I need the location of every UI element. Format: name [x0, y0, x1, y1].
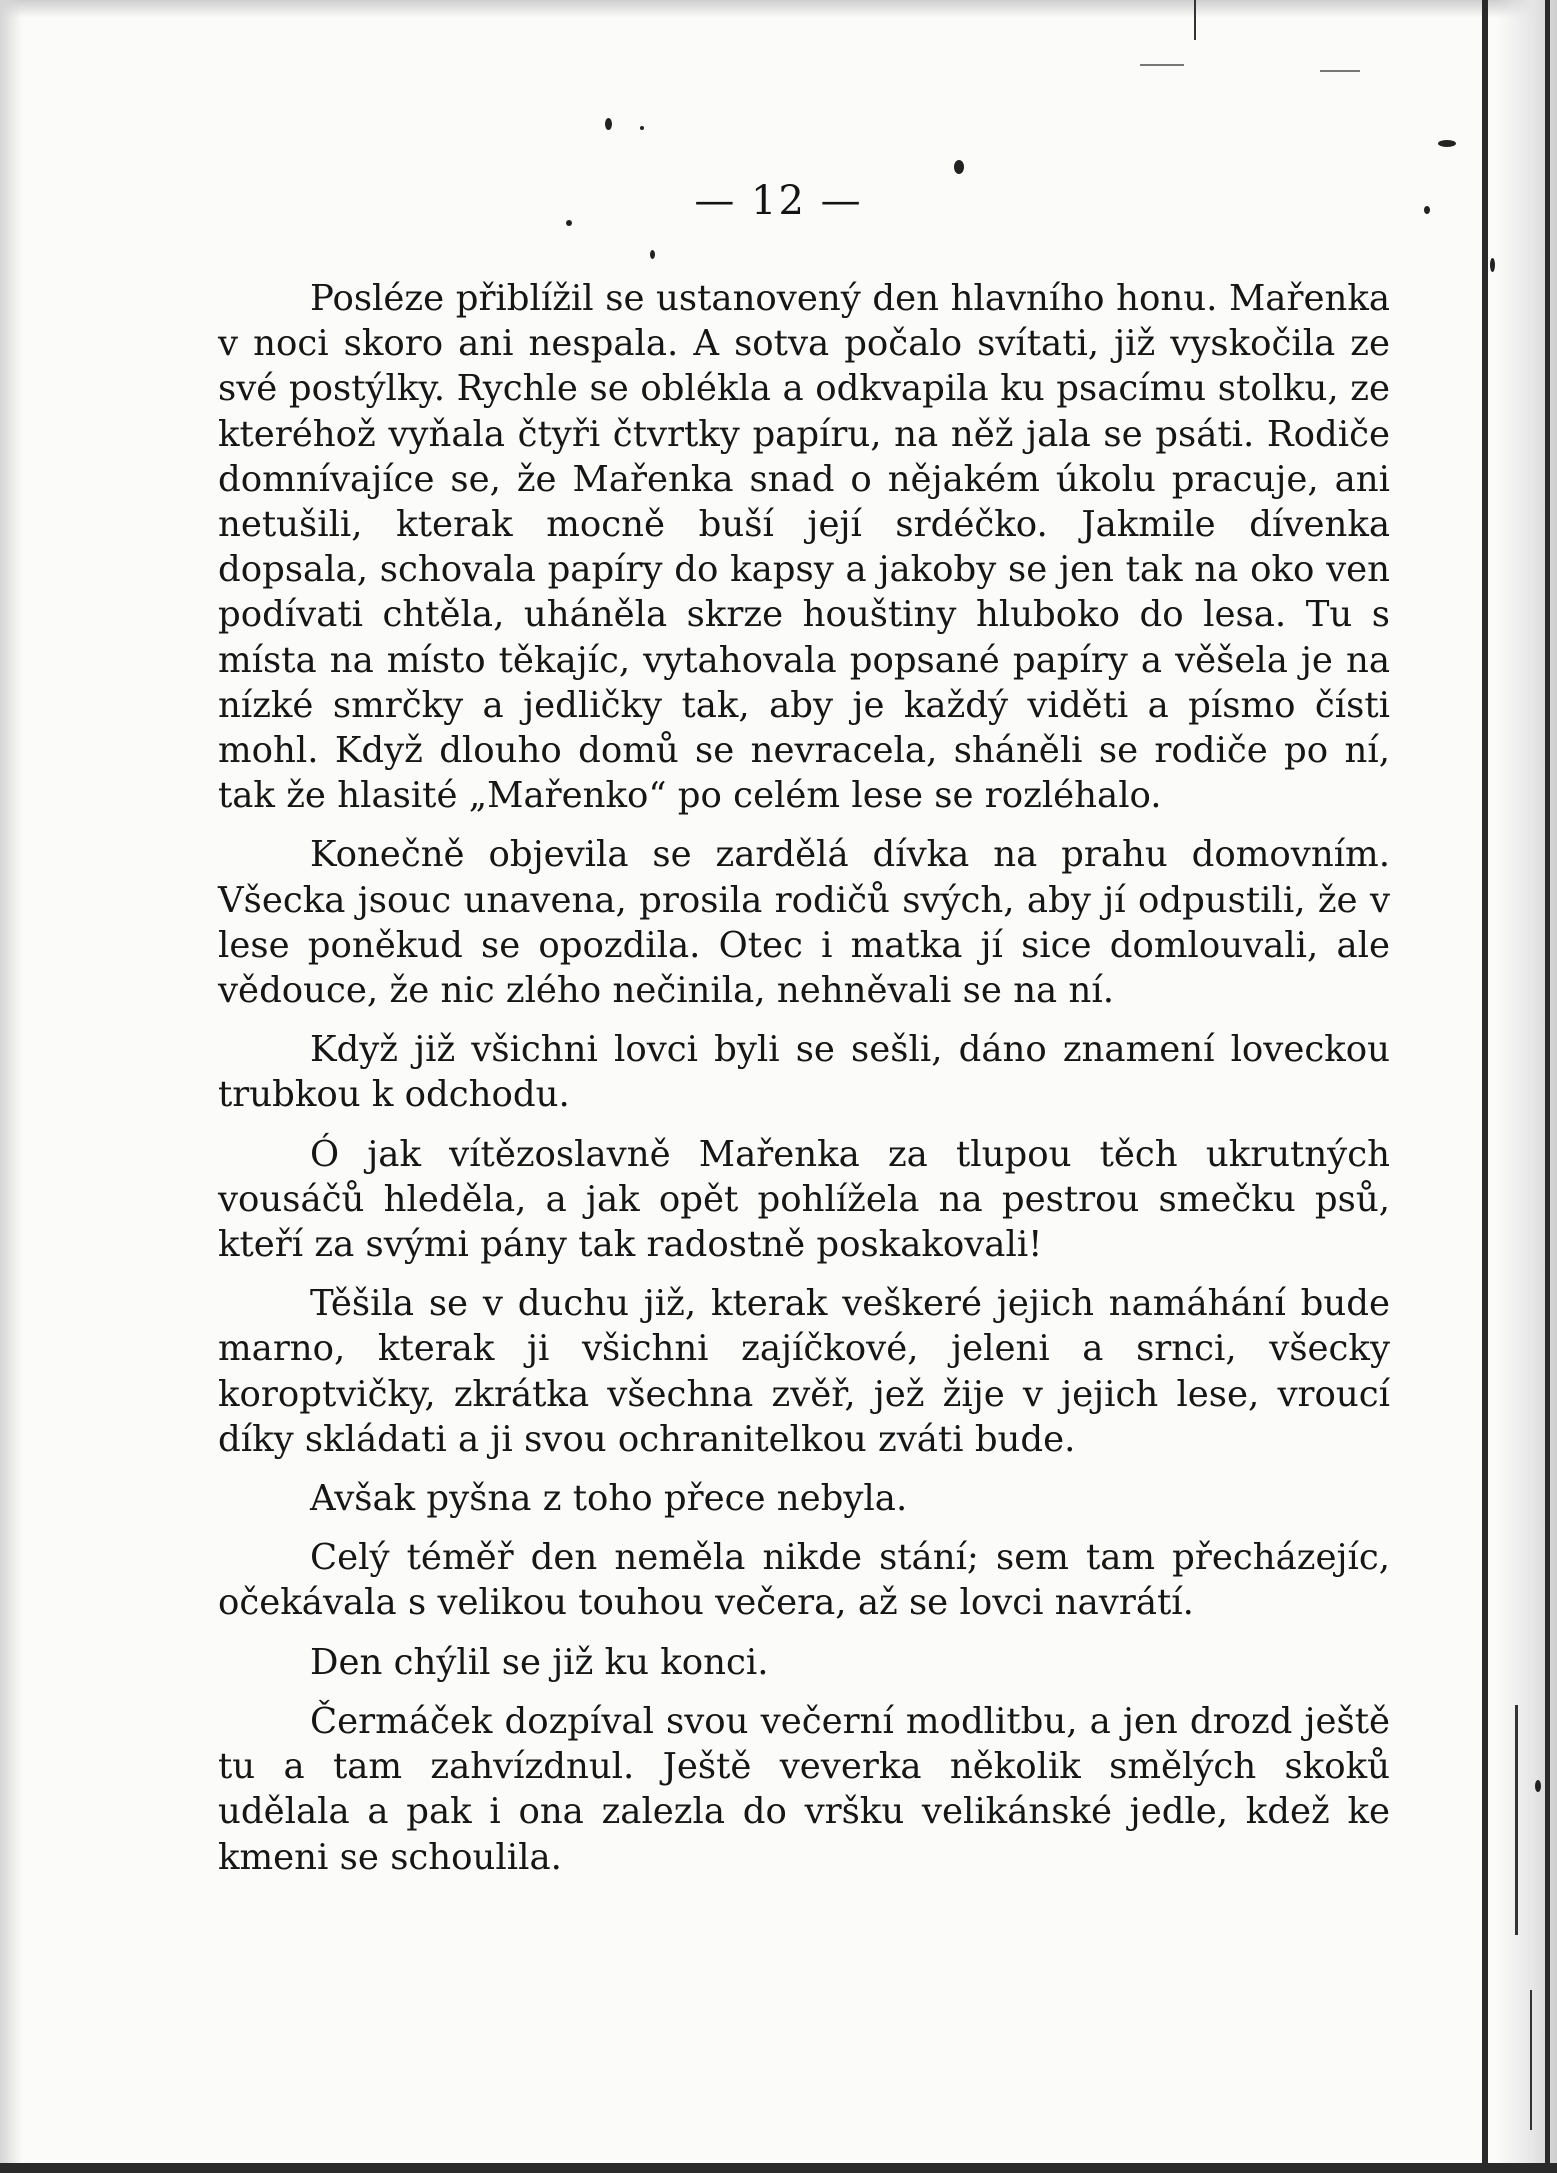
scan-mark — [1530, 1990, 1532, 2130]
scan-mark — [1515, 1705, 1518, 1935]
scan-edge-bottom — [0, 2163, 1557, 2173]
scan-speck — [954, 160, 964, 174]
paragraph: Celý téměř den neměla nikde stání; sem tam přecházejíc, očekávala s velikou touhou večera, až se lovci navrátí. — [218, 1537, 1390, 1624]
scan-speck — [605, 118, 612, 130]
scan-mark — [1194, 0, 1196, 40]
paragraph: Čermáček dozpíval svou večerní modlitbu, a jen drozd ještě tu a tam zahvízdnul. Ještě veverka několik smělých skoků udělala a pak i ona zalezla do vršku velikánské jedle, kdež ke kmeni se schoulila. — [218, 1700, 1390, 1878]
scan-speck — [650, 250, 655, 259]
scan-mark — [1320, 70, 1360, 72]
scan-mark — [1140, 64, 1184, 66]
scan-edge-left — [0, 0, 22, 2173]
scan-speck — [1535, 1780, 1541, 1792]
paragraph: Posléze přiblížil se ustanovený den hlavního honu. Mařenka v noci skoro ani nespala. A sotva počalo svítati, již vyskočila ze své postýlky. Rychle se oblékla a odkvapila ku psacímu stolku, ze kteréhož vyňala čtyři čtvrtky papíru, na něž jala se psáti. Rodiče domnívajíce se, že Mařenka snad o nějakém úkolu pracuje, ani netušili, kterak mocně buší její srdéčko. Jakmile dívenka dopsala, schovala papíry do kapsy a jakoby se jen tak na oko ven podívati chtěla, uháněla skrze houštiny hluboko do lesa. Tu s místa na místo těkajíc, vytahovala popsané papíry a věšela je na nízké smrčky a jedličky tak, aby je každý viděti a písmo čísti mohl. Když dlouho domů se nevracela, sháněli se rodiče po ní, tak že hlasité „Mařenko“ po celém lese se rozléhalo. — [218, 278, 1390, 817]
scan-border-line — [1482, 0, 1488, 2173]
paragraph: Ó jak vítězoslavně Mařenka za tlupou těch ukrutných vousáčů hleděla, a jak opět pohlížela na pestrou smečku psů, kteří za svými pány tak radostně poskakovali! — [218, 1133, 1390, 1266]
paragraph: Když již všichni lovci byli se sešli, dáno znamení loveckou trubkou k odchodu. — [218, 1029, 1390, 1116]
scan-speck — [640, 126, 644, 130]
scan-speck — [1438, 140, 1456, 147]
page-number: — 12 — — [694, 178, 863, 224]
body-text — [218, 276, 1390, 1880]
paragraph: Těšila se v duchu již, kterak veškeré jejich namáhání bude marno, kterak ji všichni zajíčkové, jeleni a srnci, všecky koroptvičky, zkrátka všechna zvěř, jež žije v jejich lese, vroucí díky skládati a ji svou ochranitelkou zváti bude. — [218, 1283, 1390, 1460]
scan-speck — [1490, 258, 1495, 272]
paragraph: Avšak pyšna z toho přece nebyla. — [310, 1478, 908, 1520]
scan-edge-top — [0, 0, 1557, 18]
scan-border-line — [1545, 0, 1550, 2173]
paragraph: Konečně objevila se zardělá dívka na prahu domovním. Všecka jsouc unavena, prosila rodičů svých, aby jí odpustili, že v lese poněkud se opozdila. Otec i matka jí sice domlouvali, ale vědouce, že nic zlého nečinila, nehněvali se na ní. — [218, 834, 1390, 1012]
paragraph: Den chýlil se již ku konci. — [310, 1641, 769, 1683]
